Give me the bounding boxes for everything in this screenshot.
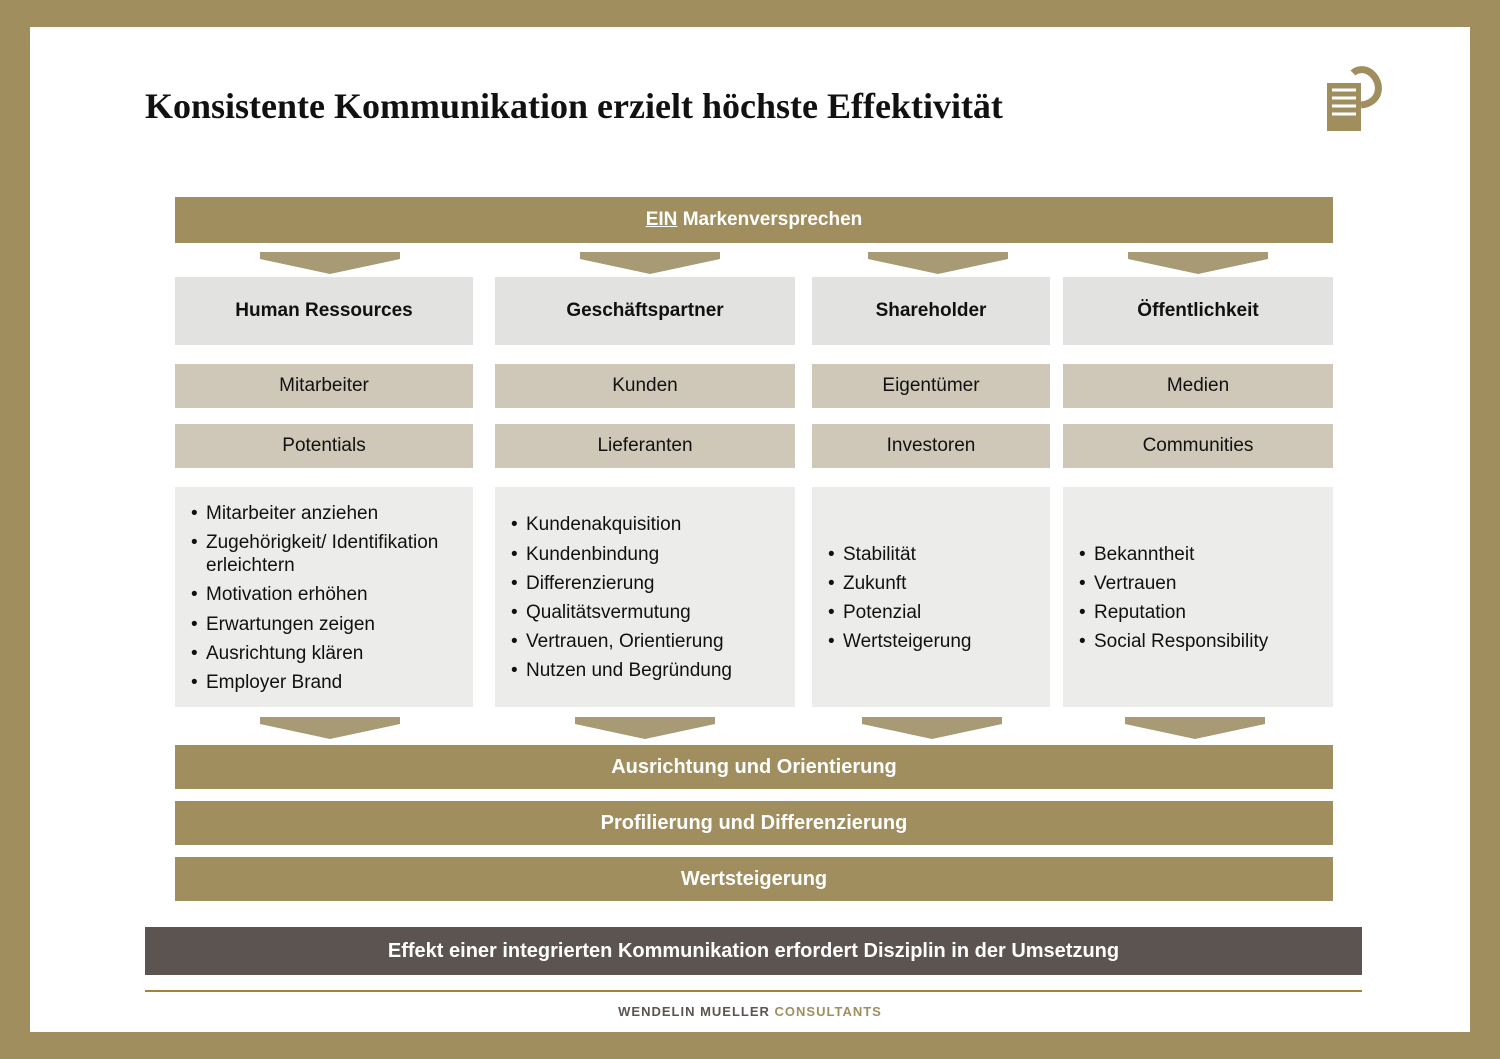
stakeholder-sub-eigentuemer bbox=[812, 364, 1050, 408]
stakeholder-header-label: Shareholder bbox=[875, 300, 987, 321]
chevron-down-icon bbox=[862, 717, 1002, 739]
list-item: • Nutzen und Begründung bbox=[511, 659, 781, 682]
stakeholder-sub-label: Investoren bbox=[886, 435, 976, 456]
list-item: • Bekanntheit bbox=[1079, 543, 1319, 566]
stakeholder-header-label: Geschäftspartner bbox=[566, 300, 724, 321]
stakeholder-header-shareholder bbox=[812, 277, 1050, 345]
stakeholder-benefits-oeffentlichkeit bbox=[1063, 487, 1333, 707]
footer-brand bbox=[30, 1004, 1470, 1019]
conclusion-band bbox=[145, 927, 1362, 975]
result-band-label: Profilierung und Differenzierung bbox=[600, 811, 908, 834]
stakeholder-sub-mitarbeiter bbox=[175, 364, 473, 408]
stakeholder-benefits-shareholder bbox=[812, 487, 1050, 707]
stakeholder-sub-label: Potentials bbox=[282, 435, 366, 456]
stakeholder-sub-label: Eigentümer bbox=[882, 375, 980, 396]
brand-promise-text: Markenversprechen bbox=[677, 209, 863, 230]
result-band-profilierung bbox=[175, 801, 1333, 845]
stakeholder-sub-label: Mitarbeiter bbox=[279, 375, 369, 396]
stakeholder-sub-investoren bbox=[812, 424, 1050, 468]
brand-promise-emphasis: EIN bbox=[645, 209, 678, 230]
stakeholder-sub-communities bbox=[1063, 424, 1333, 468]
slide-canvas bbox=[30, 27, 1470, 1032]
list-item: • Potenzial bbox=[828, 601, 1036, 624]
stakeholder-sub-label: Communities bbox=[1142, 435, 1254, 456]
chevron-down-icon bbox=[575, 717, 715, 739]
list-item: • Reputation bbox=[1079, 601, 1319, 624]
chevron-down-icon bbox=[1125, 717, 1265, 739]
list-item: • Mitarbeiter anziehen bbox=[191, 502, 459, 525]
stakeholder-sub-lieferanten bbox=[495, 424, 795, 468]
list-item: • Qualitätsvermutung bbox=[511, 601, 781, 624]
chevron-down-icon bbox=[580, 252, 720, 274]
result-band-label: Ausrichtung und Orientierung bbox=[611, 755, 897, 778]
stakeholder-header-human-ressources bbox=[175, 277, 473, 345]
stakeholder-benefits-geschaeftspartner bbox=[495, 487, 795, 707]
stakeholder-sub-label: Lieferanten bbox=[597, 435, 693, 456]
conclusion-label: Effekt einer integrierten Kommunikation erfordert Disziplin in der Umsetzung bbox=[387, 939, 1120, 962]
chevron-down-icon bbox=[1128, 252, 1268, 274]
list-item: • Stabilität bbox=[828, 543, 1036, 566]
stakeholder-sub-medien bbox=[1063, 364, 1333, 408]
stakeholder-header-oeffentlichkeit bbox=[1063, 277, 1333, 345]
footer-divider bbox=[145, 990, 1362, 992]
result-band-wertsteigerung bbox=[175, 857, 1333, 901]
stakeholder-sub-label: Kunden bbox=[612, 375, 678, 396]
page-title: Konsistente Kommunikation erzielt höchste Effektivität bbox=[145, 86, 1003, 126]
stakeholder-sub-potentials bbox=[175, 424, 473, 468]
chevron-down-icon bbox=[260, 717, 400, 739]
list-item: • Vertrauen bbox=[1079, 572, 1319, 595]
stakeholder-sub-label: Medien bbox=[1166, 375, 1230, 396]
stakeholder-header-geschaeftspartner bbox=[495, 277, 795, 345]
company-logo-icon bbox=[1323, 57, 1385, 135]
chevron-down-icon bbox=[868, 252, 1008, 274]
result-band-ausrichtung bbox=[175, 745, 1333, 789]
list-item: • Social Responsibility bbox=[1079, 630, 1319, 653]
list-item: • Employer Brand bbox=[191, 671, 459, 694]
list-item: • Kundenakquisition bbox=[511, 513, 781, 536]
footer-brand-primary: WENDELIN MUELLER bbox=[618, 1004, 770, 1019]
stakeholder-sub-kunden bbox=[495, 364, 795, 408]
brand-promise-band bbox=[175, 197, 1333, 243]
stakeholder-header-label: Öffentlichkeit bbox=[1137, 300, 1259, 321]
list-item: • Zugehörigkeit/ Identifikation erleichtern bbox=[191, 531, 459, 577]
list-item: • Vertrauen, Orientierung bbox=[511, 630, 781, 653]
stakeholder-header-label: Human Ressources bbox=[235, 300, 413, 321]
list-item: • Kundenbindung bbox=[511, 543, 781, 566]
list-item: • Motivation erhöhen bbox=[191, 583, 459, 606]
footer-brand-secondary: CONSULTANTS bbox=[774, 1004, 882, 1019]
list-item: • Wertsteigerung bbox=[828, 630, 1036, 653]
result-band-label: Wertsteigerung bbox=[680, 867, 828, 890]
list-item: • Ausrichtung klären bbox=[191, 642, 459, 665]
list-item: • Erwartungen zeigen bbox=[191, 613, 459, 636]
list-item: • Zukunft bbox=[828, 572, 1036, 595]
stakeholder-benefits-human-ressources bbox=[175, 487, 473, 707]
chevron-down-icon bbox=[260, 252, 400, 274]
list-item: • Differenzierung bbox=[511, 572, 781, 595]
